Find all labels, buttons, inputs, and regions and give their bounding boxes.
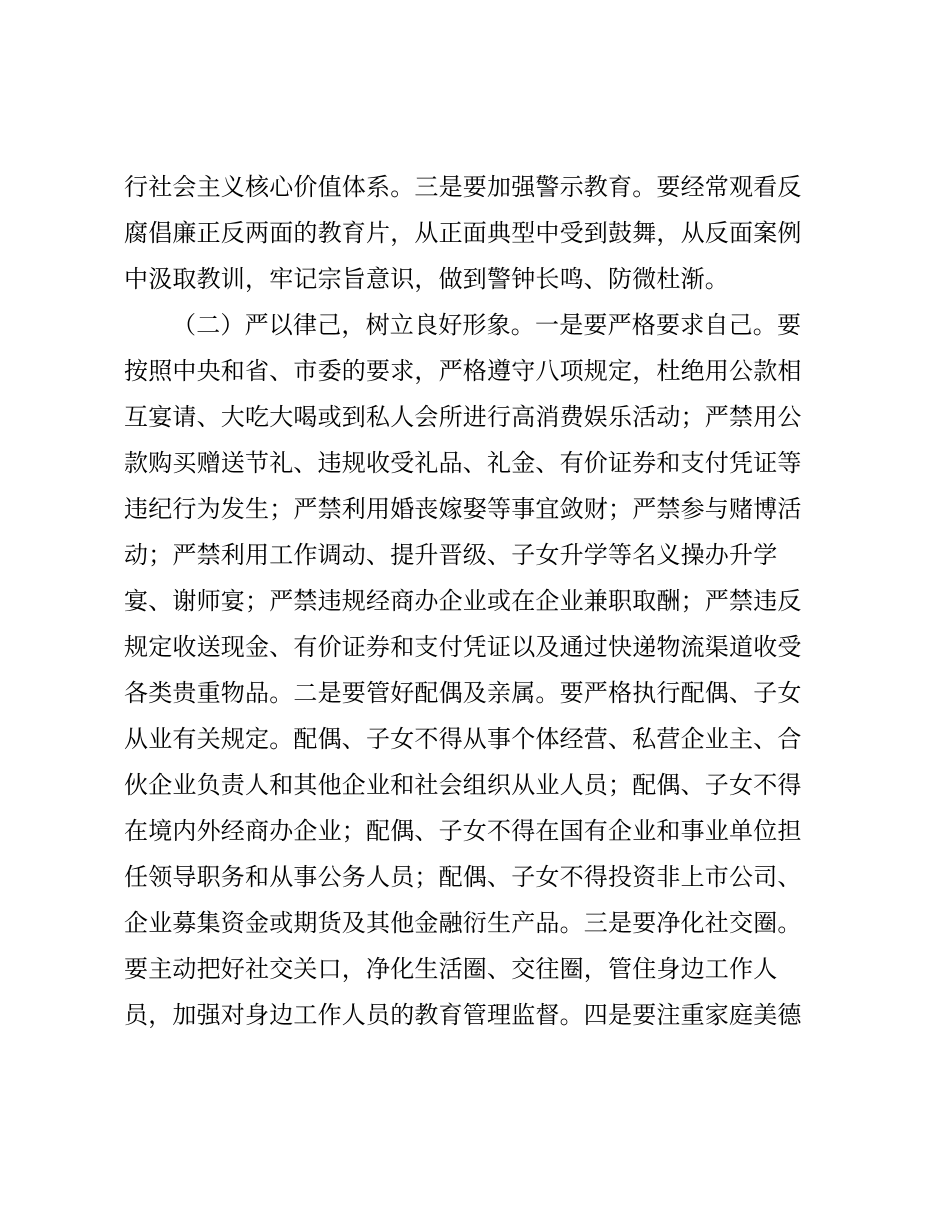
text-line: 动；严禁利用工作调动、提升晋级、子女升学等名义操办升学 xyxy=(124,541,778,569)
text-line: 腐倡廉正反两面的教育片，从正面典型中受到鼓舞，从反面案例 xyxy=(124,219,802,247)
text-line: 款购买赠送节礼、违规收受礼品、礼金、有价证券和支付凭证等 xyxy=(124,449,802,477)
text-line: 宴、谢师宴；严禁违规经商办企业或在企业兼职取酬；严禁违反 xyxy=(124,587,802,615)
text-line: 按照中央和省、市委的要求，严格遵守八项规定，杜绝用公款相 xyxy=(124,357,802,385)
text-line: 伙企业负责人和其他企业和社会组织从业人员；配偶、子女不得 xyxy=(124,771,802,799)
text-line: 员，加强对身边工作人员的教育管理监督。四是要注重家庭美德 xyxy=(124,1001,802,1029)
text-line: 要主动把好社交关口，净化生活圈、交往圈，管住身边工作人 xyxy=(124,955,778,983)
paragraph-start-line: （二）严以律己，树立良好形象。一是要严格要求自己。要 xyxy=(172,311,802,339)
text-line: 规定收送现金、有价证券和支付凭证以及通过快递物流渠道收受 xyxy=(124,633,802,661)
text-line: 各类贵重物品。二是要管好配偶及亲属。要严格执行配偶、子女 xyxy=(124,679,802,707)
body-text xyxy=(124,164,822,1038)
text-line: 任领导职务和从事公务人员；配偶、子女不得投资非上市公司、 xyxy=(124,863,802,891)
text-line: 中汲取教训，牢记宗旨意识，做到警钟长鸣、防微杜渐。 xyxy=(124,265,729,293)
text-line: 在境内外经商办企业；配偶、子女不得在国有企业和事业单位担 xyxy=(124,817,802,845)
text-line: 从业有关规定。配偶、子女不得从事个体经营、私营企业主、合 xyxy=(124,725,802,753)
text-line: 互宴请、大吃大喝或到私人会所进行高消费娱乐活动；严禁用公 xyxy=(124,403,802,431)
text-line: 企业募集资金或期货及其他金融衍生产品。三是要净化社交圈。 xyxy=(124,909,802,937)
text-line: 违纪行为发生；严禁利用婚丧嫁娶等事宜敛财；严禁参与赌博活 xyxy=(124,495,802,523)
text-line: 行社会主义核心价值体系。三是要加强警示教育。要经常观看反 xyxy=(124,173,802,201)
